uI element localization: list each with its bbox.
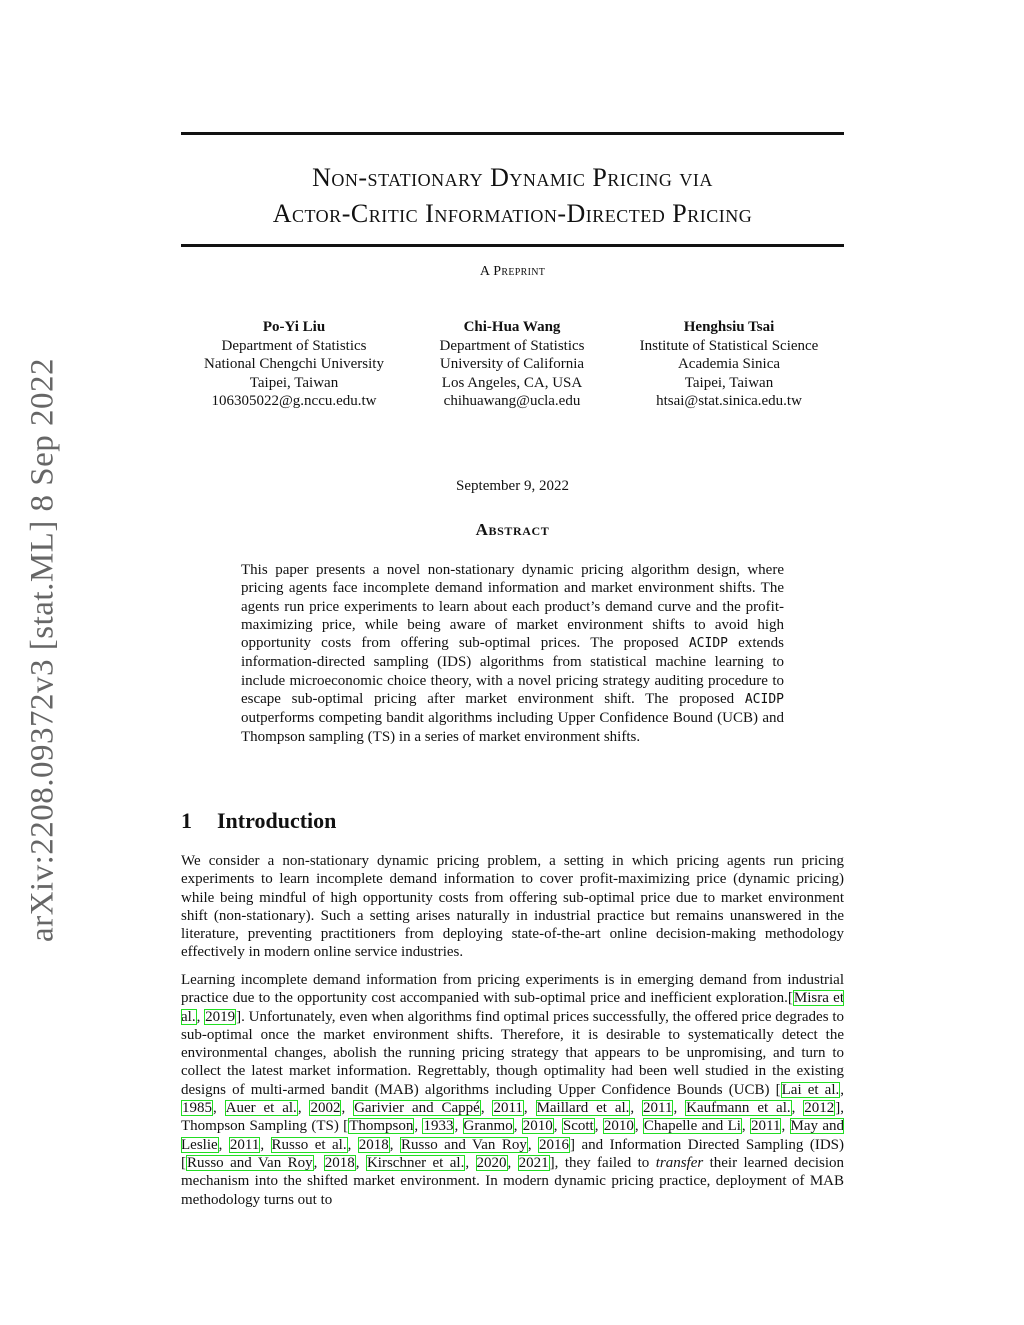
algorithm-name: ACIDP <box>744 692 784 708</box>
author-3 <box>640 318 819 411</box>
citation-link[interactable]: Misra et al. <box>181 990 845 1025</box>
section-title: Introduction <box>217 808 337 833</box>
paragraph-text: ], they failed to <box>549 1154 656 1171</box>
citation-link[interactable]: 2021 <box>518 1154 549 1171</box>
author-name: Po-Yi Liu <box>262 319 326 335</box>
citation-link[interactable]: 2019 <box>205 1008 236 1025</box>
abstract-text: outperforms competing bandit algorithms including Upper Confidence Bound (UCB) and Thompson sampling (TS) in a series of market environment shifts. <box>241 710 784 745</box>
section-number: 1 <box>181 808 192 833</box>
author-institution: Academia Sinica <box>677 356 781 372</box>
emphasized-word: transfer <box>655 1154 704 1171</box>
citation-link[interactable]: 1933 <box>423 1118 454 1135</box>
citation-link[interactable]: Thompson <box>349 1118 414 1135</box>
paragraph-text: ], Thompson Sampling (TS) [ <box>181 1100 845 1135</box>
paragraph-text: their learned decision mechanism into the shifted market environment. In modern dynamic pricing practice, deployment of MAB methodology turns out to <box>181 1154 845 1208</box>
citation-link[interactable]: 2010 <box>603 1118 634 1135</box>
citation-link[interactable]: Granmo <box>463 1118 513 1135</box>
abstract-heading: Abstract <box>475 520 550 539</box>
author-location: Los Angeles, CA, USA <box>441 374 583 391</box>
author-email[interactable]: chihuawang@ucla.edu <box>443 393 581 409</box>
citation-link[interactable]: Russo and Van Roy <box>187 1154 313 1171</box>
author-email[interactable]: 106305022@g.nccu.edu.tw <box>211 393 377 409</box>
citation-link[interactable]: 2011 <box>229 1136 260 1153</box>
author-institution: National Chengchi University <box>204 356 384 372</box>
author-2 <box>440 318 585 411</box>
citation-link[interactable]: 2011 <box>643 1100 673 1117</box>
citation-link[interactable]: 2010 <box>522 1118 553 1135</box>
abstract-text: This paper presents a novel non-stationary dynamic pricing algorithm design, where pricing agents face incomplete demand information and market environment shifts. The agents run price experiments to learn about each product’s demand curve and the profit-maximizing price, while being aware of market environment shifts to avoid high opportunity costs from offering sub-optimal prices. The proposed <box>241 562 784 652</box>
citation-link[interactable]: 2002 <box>310 1100 341 1117</box>
paper-title <box>181 160 844 232</box>
citation-link[interactable]: Scott <box>562 1118 594 1135</box>
citation-link[interactable]: 1985 <box>182 1100 212 1117</box>
paper-title-line-2: Actor-Critic Information-Directed Pricing <box>272 199 753 228</box>
citation-link[interactable]: 2011 <box>751 1118 781 1135</box>
citation-link[interactable]: 2018 <box>324 1154 355 1171</box>
paragraph-text: ]. Unfortunately, even when algorithms find optimal prices successfully, the offered price degrades to sub-optimal once the market environment shifts. Therefore, it is desirable to systematically detect the environmental changes, abolish the running pricing strategy that appears to be unpromising, and turn to collect the latest market information. Regrettably, though optimality had been well studied in the existing designs of multi-armed bandit (MAB) algorithms including Upper Confidence Bounds (UCB) [ <box>181 1008 844 1098</box>
citation-link[interactable]: 2020 <box>476 1154 507 1171</box>
citation-link[interactable]: Auer et al. <box>225 1100 297 1117</box>
author-name: Chi-Hua Wang <box>463 319 561 335</box>
paragraph-text: Learning incomplete demand information from pricing experiments is in emerging demand from industrial practice due to the opportunity cost accompanied with sub-optimal price and inefficient exploration.[ <box>181 972 844 1007</box>
citation-link[interactable]: 2016 <box>539 1136 570 1153</box>
citation-link[interactable]: Garivier and Cappé <box>354 1100 480 1117</box>
citation-link[interactable]: Kirschner et al. <box>366 1154 465 1171</box>
algorithm-name: ACIDP <box>688 636 728 652</box>
citation-link[interactable]: Kaufmann et al. <box>686 1100 791 1117</box>
citation-link[interactable]: Russo and Van Roy <box>401 1136 527 1153</box>
intro-paragraph-2: Learning incomplete demand information from pricing experiments is in emerging demand from industrial practice due to the opportunity cost accompanied with sub-optimal price and inefficient exploration.[Misra et al., 2019]. Unfortunately, even when algorithms find optimal prices successfully, the offered price degrades to sub-optimal once the market environment shifts. Therefore, it is desirable to systematically detect the environmental changes, abolish the running pricing strategy that appears to be unpromising, and turn to collect the latest market information. Regrettably, though optimality had been well studied in the existing designs of multi-armed bandit (MAB) algorithms including Upper Confidence Bounds (UCB) [Lai et al., 1985, Auer et al., 2002, Garivier and Cappé, 2011, Maillard et al., 2011, Kaufmann et al., 2012], Thompson Sampling (TS) [Thompson, 1933, Granmo, 2010, Scott, 2010, Chapelle and Li, 2011, May and Leslie, 2011, Russo et al., 2018, Russo and Van Roy, 2016] and Information Directed Sampling (IDS) [Russo and Van Roy, 2018, Kirschner et al., 2020, 2021], they failed to transfer their learned decision mechanism into the shifted market environment. In modern dynamic pricing practice, deployment of MAB methodology turns out to <box>181 972 845 1208</box>
author-location: Taipei, Taiwan <box>684 374 774 391</box>
preprint-label: A Preprint <box>479 264 546 279</box>
abstract-body <box>241 561 784 746</box>
author-location: Taipei, Taiwan <box>249 374 339 391</box>
author-name: Henghsiu Tsai <box>683 319 775 335</box>
author-1 <box>204 318 384 411</box>
title-top-rule <box>181 132 844 135</box>
citation-link[interactable]: Maillard et al. <box>536 1100 630 1117</box>
author-department: Department of Statistics <box>221 337 367 354</box>
abstract-text: extends information-directed sampling (IDS) algorithms from statistical machine learning to include microeconomic choice theory, with a novel pricing strategy auditing procedure to escape sub-optimal pricing after market environment shift. The proposed <box>241 635 784 708</box>
intro-paragraph-1: We consider a non-stationary dynamic pricing problem, a setting in which pricing agents run pricing experiments to learn incomplete demand information to cover profit-maximizing price (dynamic pricing) while being mindful of high opportunity costs from offering sub-optimal price due to market environment shift (non-stationary). Such a setting arises naturally in industrial practice but remains unanswered in the literature, preventing practitioners from deploying state-of-the-art online decision-making methodology effectively in modern online service industries. <box>181 853 844 961</box>
citation-link[interactable]: 2018 <box>358 1136 389 1153</box>
paper-title-line-1: Non-stationary Dynamic Pricing via <box>312 163 713 192</box>
citation-link[interactable]: Russo et al. <box>271 1136 347 1153</box>
paragraph-text: ] and Information Directed Sampling (IDS) [ <box>181 1136 844 1171</box>
author-email[interactable]: htsai@stat.sinica.edu.tw <box>656 393 802 409</box>
publication-date: September 9, 2022 <box>456 478 569 494</box>
author-department: Department of Statistics <box>439 337 585 354</box>
citation-link[interactable]: 2012 <box>804 1100 835 1117</box>
paragraph-text: , <box>196 1008 205 1025</box>
author-department: Institute of Statistical Science <box>639 337 819 354</box>
author-institution: University of California <box>439 356 585 372</box>
title-bottom-rule <box>181 244 844 247</box>
citation-link[interactable]: 2011 <box>493 1100 523 1117</box>
section-heading-introduction <box>181 808 336 834</box>
citation-link[interactable]: May and Leslie <box>181 1118 845 1153</box>
citation-link[interactable]: Lai et al. <box>781 1081 840 1098</box>
arxiv-identifier-stamp: arXiv:2208.09372v3 [stat.ML] 8 Sep 2022 <box>24 357 61 943</box>
citation-link[interactable]: Chapelle and Li <box>643 1118 741 1135</box>
